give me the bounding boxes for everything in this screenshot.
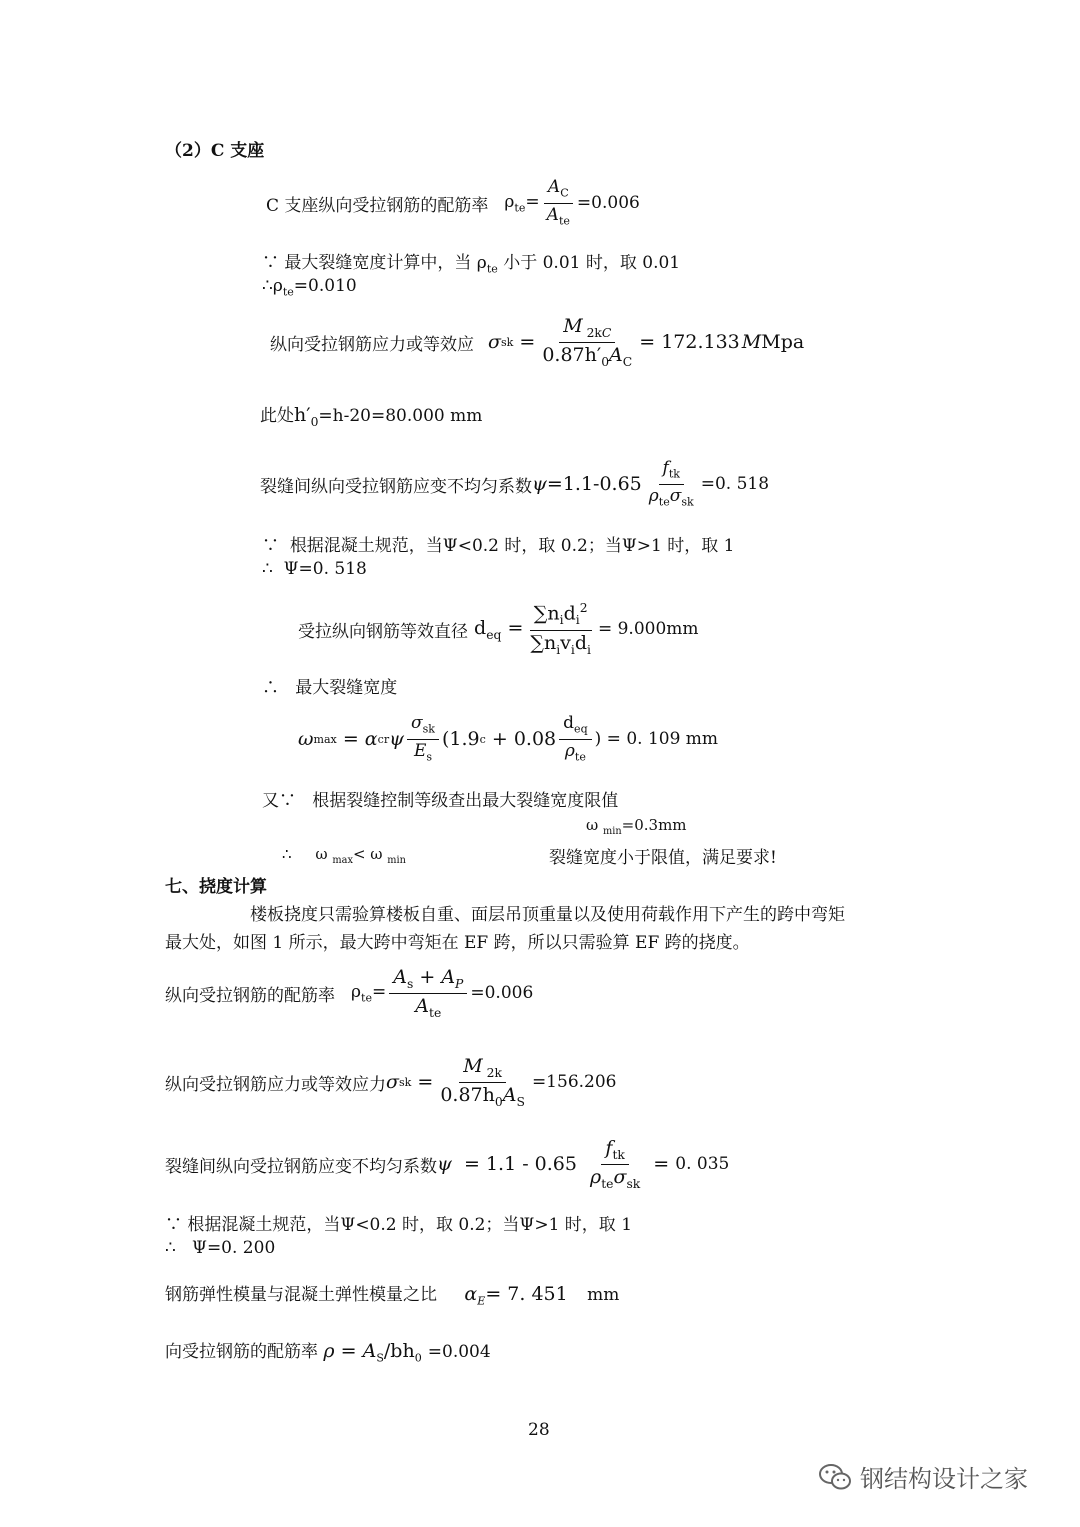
section-heading: （2）C 支座 <box>165 141 265 161</box>
stress-label: 纵向受拉钢筋应力或等效应 <box>270 334 474 355</box>
omega-compare: ∴ ω $_{max}$< ω $_{min}$ <box>282 845 406 866</box>
section-7-heading: 七、挠度计算 <box>165 877 267 897</box>
page-number: 28 <box>528 1420 550 1440</box>
omega-max-formula: ω max = α cr ψ $\frac{\sigma_{sk}}{E_s}$ (1.9 c + 0.08 $\frac{d_{eq}}{\rho_{te}}$ ) = 0. 109 mm <box>298 713 719 763</box>
rho-te-formula: 纵向受拉钢筋的配筋率 $\rho_{te}=$ $\frac{A_s + A_P}{A_{te}}$ =0.006 <box>165 965 534 1020</box>
sigma-sk-formula: 纵向受拉钢筋应力或等效应力 σ sk = $\frac{M _{2k}}{0.87h_0A_S}$ =156.206 <box>165 1054 617 1109</box>
rho-line: 向受拉钢筋的配筋率 $\rho = A_S/bh_0 =0.004$ <box>165 1340 491 1365</box>
omega-min-line: ω $_{min}$=0.3mm <box>586 816 687 837</box>
rho-te-c-formula: C 支座纵向受拉钢筋的配筋率 $\rho_{te}=$ $\frac{A_C}{A_{te}}$ =0.006 <box>266 177 640 227</box>
watermark-text: 钢结构设计之家 <box>860 1465 1028 1493</box>
psi-final-line: ∴ Ψ=0. 518 <box>262 559 367 579</box>
modulus-ratio-line: 钢筋弹性模量与混凝土弹性模量之比 $\alpha_E= 7$. 451 mm <box>165 1283 620 1308</box>
psi-rule-line-2: ∵ 根据混凝土规范，当Ψ<0.2 时，取 0.2；当Ψ>1 时，取 1 <box>165 1215 633 1235</box>
max-crack-line: ∴ 最大裂缝宽度 <box>262 678 398 698</box>
limit-line: 又∵ 根据裂缝控制等级查出最大裂缝宽度限值 <box>262 791 619 811</box>
wechat-icon <box>818 1462 852 1492</box>
watermark <box>818 1459 1028 1494</box>
therefore-rho-line: $\therefore\rho_{te}=0.010$ <box>262 276 357 299</box>
because-line: ∵ 最大裂缝宽度计算中，当 $\rho_{te}$ 小于 0.01 时，取 0.01 <box>262 253 681 276</box>
sigma-sk-c-formula: 纵向受拉钢筋应力或等效应 σ sk = $\frac{M _{2kC}}{0.87h'_0A_C}$ = 172.133 M Mpa <box>270 314 805 369</box>
psi-final-line-2: ∴ Ψ=0. 200 <box>165 1238 276 1258</box>
psi-formula: 裂缝间纵向受拉钢筋应变不均匀系数 ψ = 1.1 - 0.65 $\frac{f_{tk}}{\rho_{te}\sigma_{sk}}$ = 0. 035 <box>165 1136 730 1191</box>
h0-line: 此处$h'_0=h-20=80.000$ mm <box>260 404 483 429</box>
deq-formula: 受拉纵向钢筋等效直径 $d_{eq}$ = $\frac{\sum n_id_i^2}{\sum n_iv_id_i}$ = 9.000mm <box>298 601 699 657</box>
psi-rule-line: ∵ 根据混凝土规范，当Ψ<0.2 时，取 0.2；当Ψ>1 时，取 1 <box>262 536 735 556</box>
ratio-result: =0.006 <box>576 193 640 213</box>
psi-c-formula: 裂缝间纵向受拉钢筋应变不均匀系数 ψ =1.1-0.65 $\frac{f_{tk}}{\rho_{te}\sigma_{sk}}$ =0. 518 <box>260 458 770 508</box>
paragraph-line-1: 楼板挠度只需验算楼板自重、面层吊顶重量以及使用荷载作用下产生的跨中弯矩 <box>250 905 845 925</box>
conclusion: 裂缝宽度小于限值，满足要求! <box>549 848 777 868</box>
ratio-label: C 支座纵向受拉钢筋的配筋率 <box>266 195 489 216</box>
paragraph-line-2: 最大处，如图 1 所示，最大跨中弯矩在 EF 跨，所以只需验算 EF 跨的挠度。 <box>165 933 750 953</box>
